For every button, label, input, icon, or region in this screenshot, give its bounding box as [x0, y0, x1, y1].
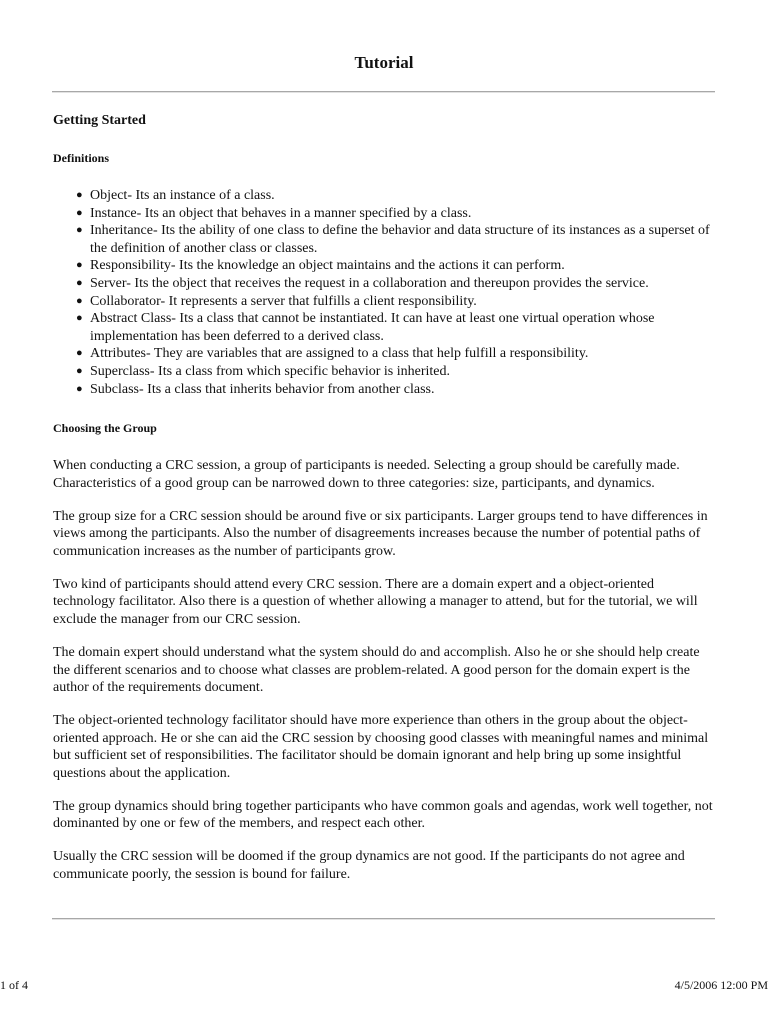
bullet-icon: ●: [76, 364, 83, 377]
definition-item: ● Server- Its the object that receives the request in a collaboration and thereupon provides the service.: [76, 275, 649, 291]
definition-item: ● Responsibility- Its the knowledge an object maintains and the actions it can perform.: [76, 258, 565, 274]
definition-item: ● Superclass- Its a class from which specific behavior is inherited.: [76, 363, 451, 379]
paragraph: The group dynamics should bring together participants who have common goals and agendas, work well together, not dominanted by one or few of the members, and respect each other.: [53, 798, 713, 832]
bullet-icon: ●: [76, 224, 83, 237]
bullet-icon: ●: [76, 276, 83, 289]
definition-item: ● Object- Its an instance of a class.: [76, 188, 275, 203]
definition-item: ● Inheritance- Its the ability of one class to define the behavior and data structure of its instances as a superset of the definition of another class or classes.: [76, 223, 710, 256]
print-timestamp: 4/5/2006 12:00 PM: [674, 978, 768, 992]
bullet-icon: ●: [76, 347, 83, 360]
definition-item: ● Instance- Its an object that behaves in a manner specified by a class.: [76, 205, 472, 221]
bottom-divider: [52, 918, 715, 920]
paragraph: The object-oriented technology facilitator should have more experience than others in the group about the object-oriented approach. He or she can aid the CRC session by choosing good classes with meaningful names and minimal but sufficient set of responsibilities. The facilitator should be domain ignorant and help bring up some insightful questions about the application.: [53, 713, 709, 781]
section-heading: Getting Started: [53, 113, 146, 128]
definitions-list: [76, 187, 710, 398]
definition-item: ● Subclass- Its a class that inherits behavior from another class.: [76, 381, 435, 397]
bullet-icon: ●: [76, 382, 83, 395]
page-title: Tutorial: [354, 53, 414, 72]
top-divider: [52, 91, 715, 93]
paragraph: Two kind of participants should attend every CRC session. There are a domain expert and a object-oriented technology facilitator. Also there is a question of whether allowing a manager to attend, but for the tutorial, we will exclude the manager from our CRC session.: [53, 576, 698, 627]
page-number: 1 of 4: [0, 978, 28, 992]
bullet-icon: ●: [76, 259, 83, 272]
body-text: [53, 457, 717, 899]
bullet-icon: ●: [76, 189, 83, 201]
choosing-group-heading: Choosing the Group: [53, 421, 157, 435]
definitions-heading: Definitions: [53, 151, 110, 165]
bullet-icon: ●: [76, 206, 83, 219]
definition-item: ● Abstract Class- Its a class that cannot be instantiated. It can have at least one virtual operation whose implementation has been deferred to a derived class.: [76, 311, 655, 344]
definition-item: ● Collaborator- It represents a server that fulfills a client responsibility.: [76, 293, 477, 309]
paragraph: The domain expert should understand what the system should do and accomplish. Also he or she should help create the different scenarios and to choose what classes are problem-related. A good person for the domain expert is the author of the requirements document.: [53, 644, 700, 696]
paragraph: When conducting a CRC session, a group of participants is needed. Selecting a group should be carefully made. Characteristics of a good group can be narrowed down to three categories: size, participants, and dynamics.: [53, 458, 680, 491]
definition-item: ● Attributes- They are variables that are assigned to a class that help fulfill a responsibility.: [76, 346, 589, 362]
paragraph: The group size for a CRC session should be around five or six participants. Larger groups tend to have differences in views among the participants. Also the number of disagreements increases because the number of potential paths of communication increases as the number of participants grow.: [53, 508, 708, 559]
bullet-icon: ●: [76, 294, 83, 307]
bullet-icon: ●: [76, 312, 83, 325]
paragraph: Usually the CRC session will be doomed if the group dynamics are not good. If the participants do not agree and communicate poorly, the session is bound for failure.: [53, 849, 685, 883]
